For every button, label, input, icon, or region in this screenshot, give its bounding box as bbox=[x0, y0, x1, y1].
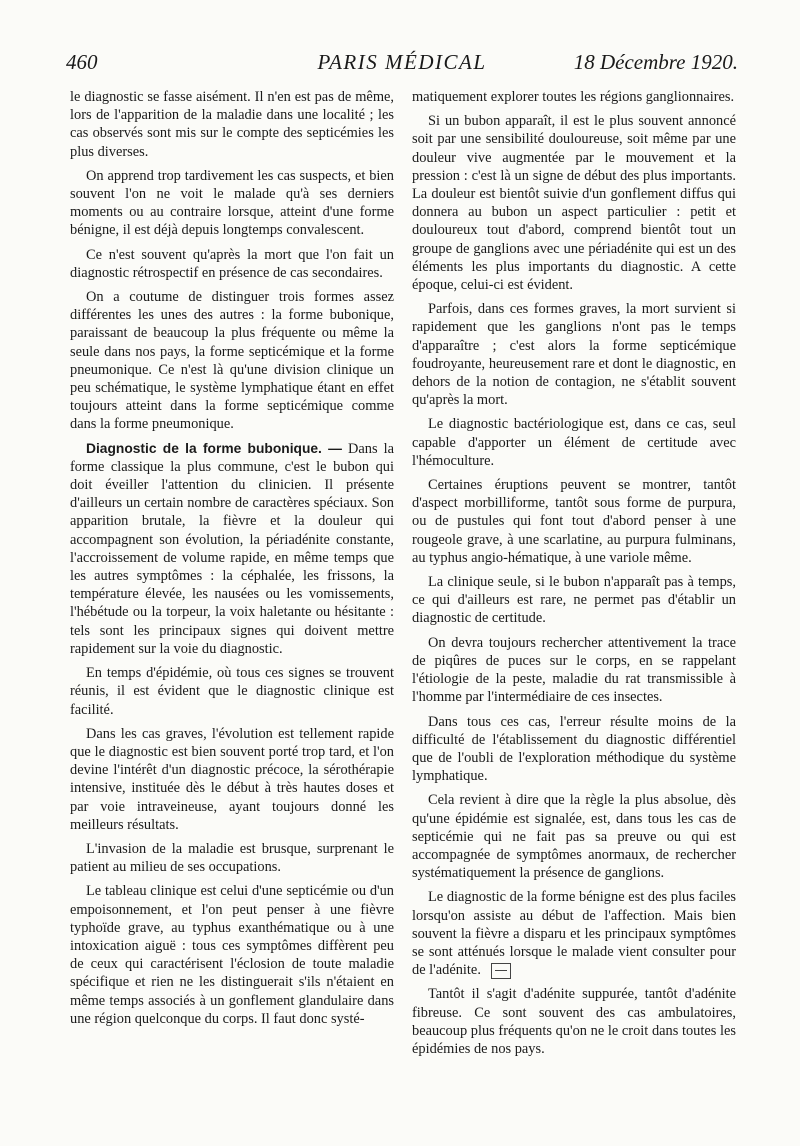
right-column bbox=[412, 88, 736, 1064]
journal-title: PARIS MÉDICAL bbox=[317, 50, 487, 74]
paragraph-text: Certaines éruptions peuvent se montrer, tantôt d'aspect morbilliforme, tantôt sous forme de purpura, ou de pustules qui font tout d'abord penser à une rougeole grave, à une scarlatine, au purpura fulminans, au typhus angio-hématique, à une variole même. bbox=[412, 477, 736, 566]
paragraph bbox=[412, 415, 736, 470]
paragraph-text: On a coutume de distinguer trois formes assez différentes les unes des autres : la forme bubonique, paraissant de beaucoup la plus fréquente ou même la seule dans nos pays, la forme septicémique et la forme pneumonique. Ce n'est là qu'une division clinique un peu schématique, le système lymphatique étant en effet toujours atteint dans la forme septicémique comme dans la forme pneumonique. bbox=[70, 289, 394, 433]
paragraph bbox=[70, 725, 394, 834]
paragraph bbox=[70, 88, 394, 161]
paragraph bbox=[412, 476, 736, 567]
left-column bbox=[70, 88, 394, 1034]
paragraph bbox=[70, 246, 394, 282]
page-number: 460 bbox=[66, 50, 98, 74]
paragraph-text: Si un bubon apparaît, il est le plus souvent annoncé soit par une sensibilité douloureuse, soit même par une douleur vive augmentée par le mouvement et la pression : c'est là un signe de début des plus importants. La douleur est bientôt suivie d'un gonflement diffus qui donnera au bubon un aspect particulier : petit et douloureux tout d'abord, comprend bientôt tout un groupe de ganglions avec une périadénite qui est un des éléments les plus importants du diagnostic. A cette époque, celui-ci est évident. bbox=[412, 113, 736, 294]
paragraph bbox=[70, 840, 394, 876]
paragraph-text: On devra toujours rechercher attentivement la trace de piqûres de puces sur le corps, en se rappelant l'étiologie de la peste, maladie du rat transmissible à l'homme par l'intermédiaire de ces insectes. bbox=[412, 634, 736, 706]
paragraph-text: Le tableau clinique est celui d'une septicémie ou d'un empoisonnement, et l'on peut penser à une fièvre typhoïde grave, au typhus exanthématique ou à une intoxication aiguë : tous ces symptômes diffèrent peu de ceux qui caractérisent l'éclosion de toute maladie spécifique et rien ne les distinguerait s'ils n'étaient en même temps associés à un gonflement glandulaire dans une région quelconque du corps. Il faut donc systé- bbox=[70, 883, 394, 1027]
paragraph bbox=[70, 288, 394, 434]
paragraph bbox=[70, 664, 394, 719]
section-heading: Diagnostic de la forme bubonique. — bbox=[86, 440, 342, 456]
paragraph-text: La clinique seule, si le bubon n'apparaît pas à temps, ce qui d'ailleurs est rare, ne permet pas d'établir un diagnostic de certitude. bbox=[412, 574, 736, 627]
paragraph bbox=[412, 300, 736, 409]
paragraph-text: le diagnostic se fasse aisément. Il n'en est pas de même, lors de l'apparition de la maladie dans une localité ; les cas observés sont mis sur le compte des septicémies les plus diverses. bbox=[70, 89, 394, 160]
paragraph bbox=[412, 791, 736, 882]
paragraph bbox=[412, 713, 736, 786]
paragraph bbox=[412, 985, 736, 1058]
paragraph bbox=[412, 573, 736, 628]
paragraph-text: En temps d'épidémie, où tous ces signes se trouvent réunis, il est évident que le diagnostic clinique est facilité. bbox=[70, 665, 394, 718]
paragraph-text: Tantôt il s'agit d'adénite suppurée, tantôt d'adénite fibreuse. Ce sont souvent des cas ambulatoires, beaucoup plus fréquents qu'on ne le croit dans toutes les épidémies de nos pays. bbox=[412, 986, 736, 1057]
paragraph bbox=[70, 882, 394, 1028]
paragraph-text: Dans les cas graves, l'évolution est tellement rapide que le diagnostic est bien souvent porté trop tard, et l'on devine l'intérêt d'un diagnostic précoce, la sérothérapie intensive, instituée dès le début à très hautes doses et par voie intraveineuse, ayant toujours donné les meilleurs résultats. bbox=[70, 725, 394, 833]
paragraph bbox=[412, 112, 736, 294]
paragraph-text: Le diagnostic bactériologique est, dans ce cas, seul capable d'apporter un élément de certitude avec l'hémoculture. bbox=[412, 416, 736, 469]
paragraph bbox=[412, 634, 736, 707]
paragraph bbox=[70, 167, 394, 240]
paragraph-text: Dans la forme classique la plus commune, c'est le bubon qui doit éveiller l'attention du clinicien. Il présente d'ailleurs un certain nombre de caractères spéciaux. Son apparition brutale, la fièvre et la douleur qui accompagnent son évolution, la périadénite constante, l'accroissement de volume rapide, en même temps que les autres symptômes : la céphalée, les frissons, la température élevée, les nausées ou les vomissements, l'hébétude ou la torpeur, la voix haletante ou hésitante : tels sont les principaux signes qui doivent mettre rapidement sur la voie du diagnostic. bbox=[70, 440, 395, 657]
printer-ornament-icon bbox=[491, 963, 511, 979]
paragraph-text: Le diagnostic de la forme bénigne est des plus faciles lorsqu'on assiste au début de l'affection. Mais bien souvent la fièvre a disparu et les principaux symptômes se sont atténués lorsque le malade vient consulter pour de l'adénite. bbox=[412, 889, 736, 979]
paragraph-text: Parfois, dans ces formes graves, la mort survient si rapidement que les ganglions n'ont pas le temps d'apparaître ; c'est alors la forme septicémique foudroyante, heureusement rare et dont le diagnostic, en dehors de la notion de contagion, ne s'établit souvent qu'après la mort. bbox=[412, 301, 736, 409]
paragraph bbox=[70, 440, 394, 658]
running-header bbox=[66, 50, 738, 82]
paragraph-text: L'invasion de la maladie est brusque, surprenant le patient au milieu de ses occupations. bbox=[70, 840, 394, 876]
issue-date: 18 Décembre 1920. bbox=[573, 50, 738, 74]
paragraph bbox=[412, 88, 736, 106]
paragraph-text: matiquement explorer toutes les régions ganglionnaires. bbox=[412, 89, 735, 105]
paragraph-text: On apprend trop tardivement les cas suspects, et bien souvent l'on ne voit le malade qu'à ses derniers moments ou au contraire lorsque, atteint d'une forme bénigne, il est déjà depuis longtemps convalescent. bbox=[70, 167, 394, 239]
paragraph-text: Cela revient à dire que la règle la plus absolue, dès qu'une épidémie est signalée, est, dans tous les cas de septicémie qui ne fait pas sa preuve ou qui est accompagnée de symptômes anormaux, de rechercher systématiquement la présence de ganglions. bbox=[412, 792, 736, 882]
paragraph-text: Dans tous ces cas, l'erreur résulte moins de la difficulté de l'établissement du diagnostic différentiel que de l'oubli de l'exploration méthodique du système lymphatique. bbox=[412, 713, 736, 785]
paragraph-text: Ce n'est souvent qu'après la mort que l'on fait un diagnostic rétrospectif en présence de cas secondaires. bbox=[70, 246, 394, 281]
paragraph bbox=[412, 888, 736, 979]
